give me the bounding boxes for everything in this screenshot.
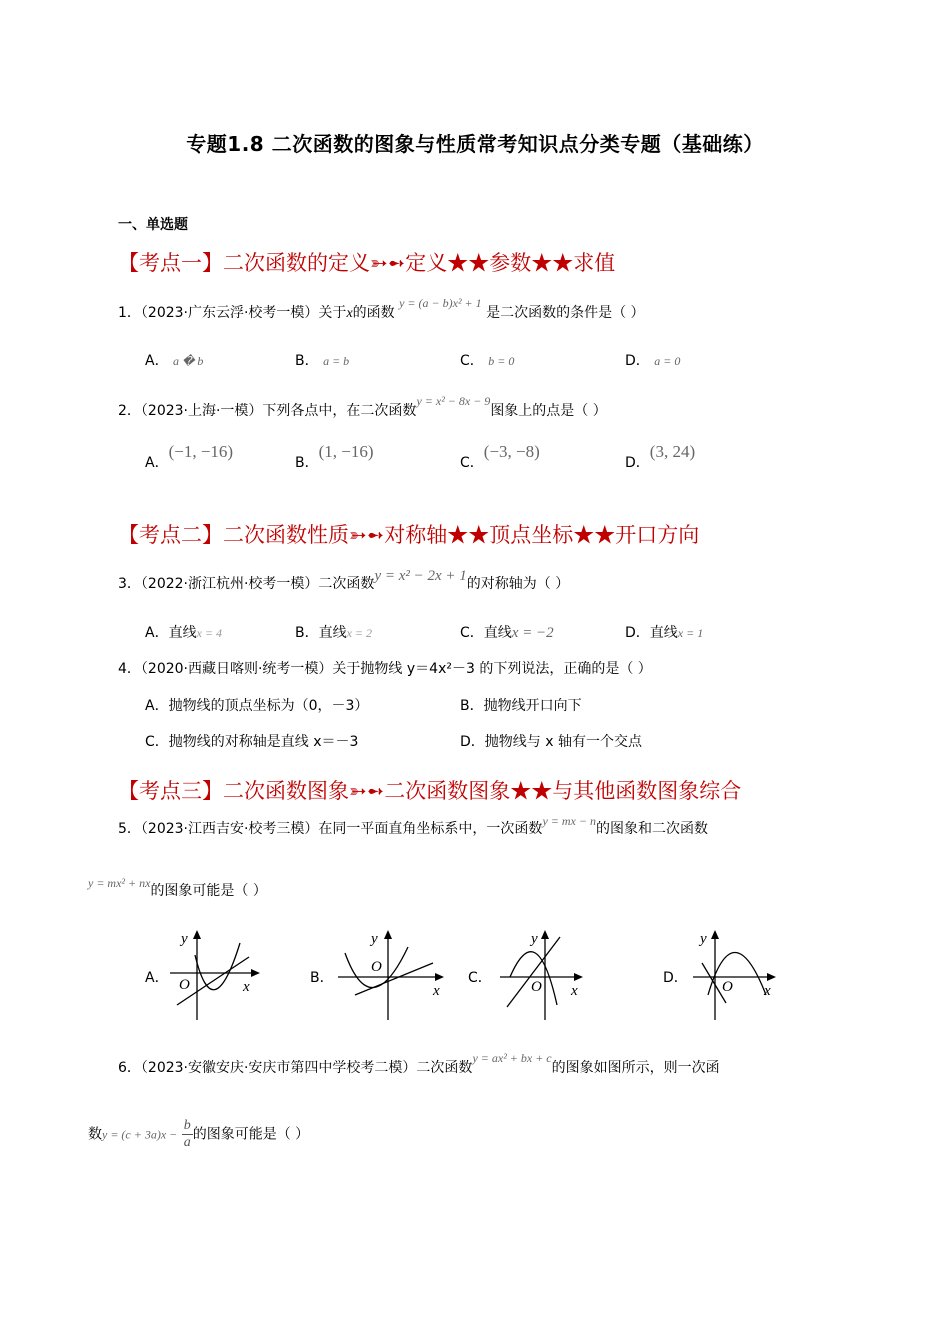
q1-var: x — [346, 306, 353, 321]
q2-option-b[interactable] — [295, 442, 374, 472]
option-label: A．直线 — [145, 625, 197, 641]
section-heading: 一、单选题 — [118, 217, 188, 233]
x-label: x — [764, 983, 771, 999]
question-5-stem-line2 — [88, 876, 267, 900]
q5-graph-b[interactable] — [333, 925, 448, 1025]
q1-post: 是二次函数的条件是（ ） — [486, 305, 645, 321]
option-math: b = 0 — [488, 354, 515, 368]
q5-graph-a[interactable] — [165, 925, 265, 1025]
option-math: (−1, −16) — [168, 442, 234, 461]
option-math: (1, −16) — [318, 442, 374, 461]
option-math: x = −2 — [511, 625, 554, 641]
option-label: A． — [145, 455, 169, 471]
option-math: (3, 24) — [649, 442, 696, 461]
q5-graph-c[interactable] — [495, 925, 590, 1025]
q4-option-a[interactable]: A．抛物线的顶点坐标为（0，－3） — [145, 698, 369, 714]
q6-line2-post: 的图象可能是（ ） — [192, 1126, 310, 1143]
option-label: C． — [460, 353, 484, 369]
x-arrow-icon — [767, 973, 776, 981]
x-label: x — [243, 979, 250, 995]
q2-option-d[interactable] — [625, 442, 696, 472]
y-arrow-icon — [384, 930, 392, 939]
question-2-stem — [118, 394, 607, 420]
origin-label: O — [531, 979, 542, 995]
x-arrow-icon — [435, 973, 444, 981]
q5-post: 的图象可能是（ ） — [150, 883, 267, 899]
y-label: y — [531, 931, 538, 947]
q3-pre: 3．（2022·浙江杭州·校考一模）二次函数 — [118, 576, 375, 592]
y-label: y — [700, 931, 707, 947]
question-3-stem — [118, 568, 570, 593]
option-label: D． — [625, 455, 650, 471]
option-label: C．直线 — [460, 625, 512, 641]
option-label: B． — [295, 353, 319, 369]
question-6-stem-line2 — [88, 1118, 309, 1151]
option-math: x = 2 — [346, 626, 373, 640]
option-label: B．直线 — [295, 625, 347, 641]
option-label: A． — [145, 353, 169, 369]
q1-option-a[interactable] — [145, 350, 203, 370]
q5-graph-d[interactable] — [688, 925, 783, 1025]
q3-option-d[interactable] — [625, 622, 703, 642]
y-arrow-icon — [541, 930, 549, 939]
q1-option-c[interactable] — [460, 350, 514, 370]
q2-formula: y = x² − 8x − 9 — [416, 394, 491, 408]
question-4-stem: 4．（2020·西藏日喀则·统考一模）关于抛物线 y＝4x²－3 的下列说法，正确的是（ ） — [118, 661, 652, 677]
q5-option-b-label[interactable]: B． — [310, 970, 334, 986]
q5-formula-2: y = mx² + nx — [88, 876, 151, 890]
q5-formula-1: y = mx − n — [542, 814, 596, 828]
option-label: D．直线 — [625, 625, 678, 641]
option-math: x = 4 — [196, 626, 223, 640]
option-label: C． — [460, 455, 484, 471]
q2-post: 图象上的点是（ ） — [490, 403, 607, 419]
q2-option-c[interactable] — [460, 442, 540, 472]
q3-option-b[interactable] — [295, 622, 372, 642]
line — [355, 963, 433, 995]
kaodian-3-heading: 【考点三】二次函数图象➳➻二次函数图象★★与其他函数图象综合 — [118, 779, 742, 803]
x-label: x — [433, 983, 440, 999]
kaodian-1-heading: 【考点一】二次函数的定义➳➻定义★★参数★★求值 — [118, 251, 616, 275]
q5-option-d-label[interactable]: D． — [663, 970, 688, 986]
q1-option-d[interactable] — [625, 350, 680, 370]
q5-option-a-label[interactable]: A． — [145, 970, 169, 986]
q5-pre: 5．（2023·江西吉安·校考三模）在同一平面直角坐标系中，一次函数 — [118, 821, 543, 837]
y-arrow-icon — [193, 930, 201, 939]
q4-option-d[interactable]: D．抛物线与 x 轴有一个交点 — [460, 734, 642, 750]
x-arrow-icon — [251, 969, 260, 977]
page-title: 专题1.8 二次函数的图象与性质常考知识点分类专题（基础练） — [186, 132, 764, 156]
question-5-stem-line1 — [118, 814, 708, 838]
y-label: y — [371, 931, 378, 947]
q5-option-c-label[interactable]: C． — [468, 970, 492, 986]
q4-option-c[interactable]: C．抛物线的对称轴是直线 x＝－3 — [145, 734, 359, 750]
parabola — [195, 943, 240, 990]
q1-option-b[interactable] — [295, 350, 349, 370]
origin-label: O — [371, 959, 382, 975]
question-1-stem — [118, 296, 645, 322]
q6-fraction — [182, 1118, 193, 1151]
q6-formula-2: y = (c + 3a)x − — [102, 1127, 178, 1142]
q4-option-b[interactable]: B．抛物线开口向下 — [460, 698, 582, 714]
q3-post: 的对称轴为（ ） — [466, 576, 570, 592]
option-math: a � b — [173, 354, 204, 368]
q6-line2-pre: 数 — [88, 1126, 102, 1143]
option-math: x = 1 — [677, 626, 704, 640]
y-label: y — [181, 931, 188, 947]
q1-formula: y = (a − b)x² + 1 — [399, 296, 482, 310]
option-math: a = 0 — [654, 354, 681, 368]
line — [507, 937, 560, 1007]
q3-formula: y = x² − 2x + 1 — [374, 568, 467, 584]
option-label: D． — [625, 353, 650, 369]
q6-post: 的图象如图所示，则一次函 — [551, 1060, 720, 1076]
x-label: x — [571, 983, 578, 999]
option-label: B． — [295, 455, 319, 471]
option-math: a = b — [323, 354, 350, 368]
q1-mid: 的函数 — [352, 305, 395, 321]
fraction-numerator: b — [183, 1118, 191, 1133]
q3-option-c[interactable] — [460, 622, 554, 642]
option-math: (−3, −8) — [483, 442, 540, 461]
q1-pre: 1．（2023·广东云浮·校考一模）关于 — [118, 305, 347, 321]
kaodian-2-heading: 【考点二】二次函数性质➳➻对称轴★★顶点坐标★★开口方向 — [118, 523, 700, 547]
x-arrow-icon — [574, 973, 583, 981]
origin-label: O — [722, 979, 733, 995]
q2-option-a[interactable] — [145, 442, 234, 472]
fraction-denominator: a — [183, 1135, 191, 1150]
q3-option-a[interactable] — [145, 622, 222, 642]
y-arrow-icon — [711, 930, 719, 939]
q6-pre: 6．（2023·安徽安庆·安庆市第四中学校考二模）二次函数 — [118, 1060, 473, 1076]
q5-mid: 的图象和二次函数 — [595, 821, 708, 837]
q6-formula: y = ax² + bx + c — [472, 1051, 552, 1065]
q2-pre: 2．（2023·上海·一模）下列各点中，在二次函数 — [118, 403, 417, 419]
origin-label: O — [179, 977, 190, 993]
question-6-stem-line1 — [118, 1051, 720, 1077]
